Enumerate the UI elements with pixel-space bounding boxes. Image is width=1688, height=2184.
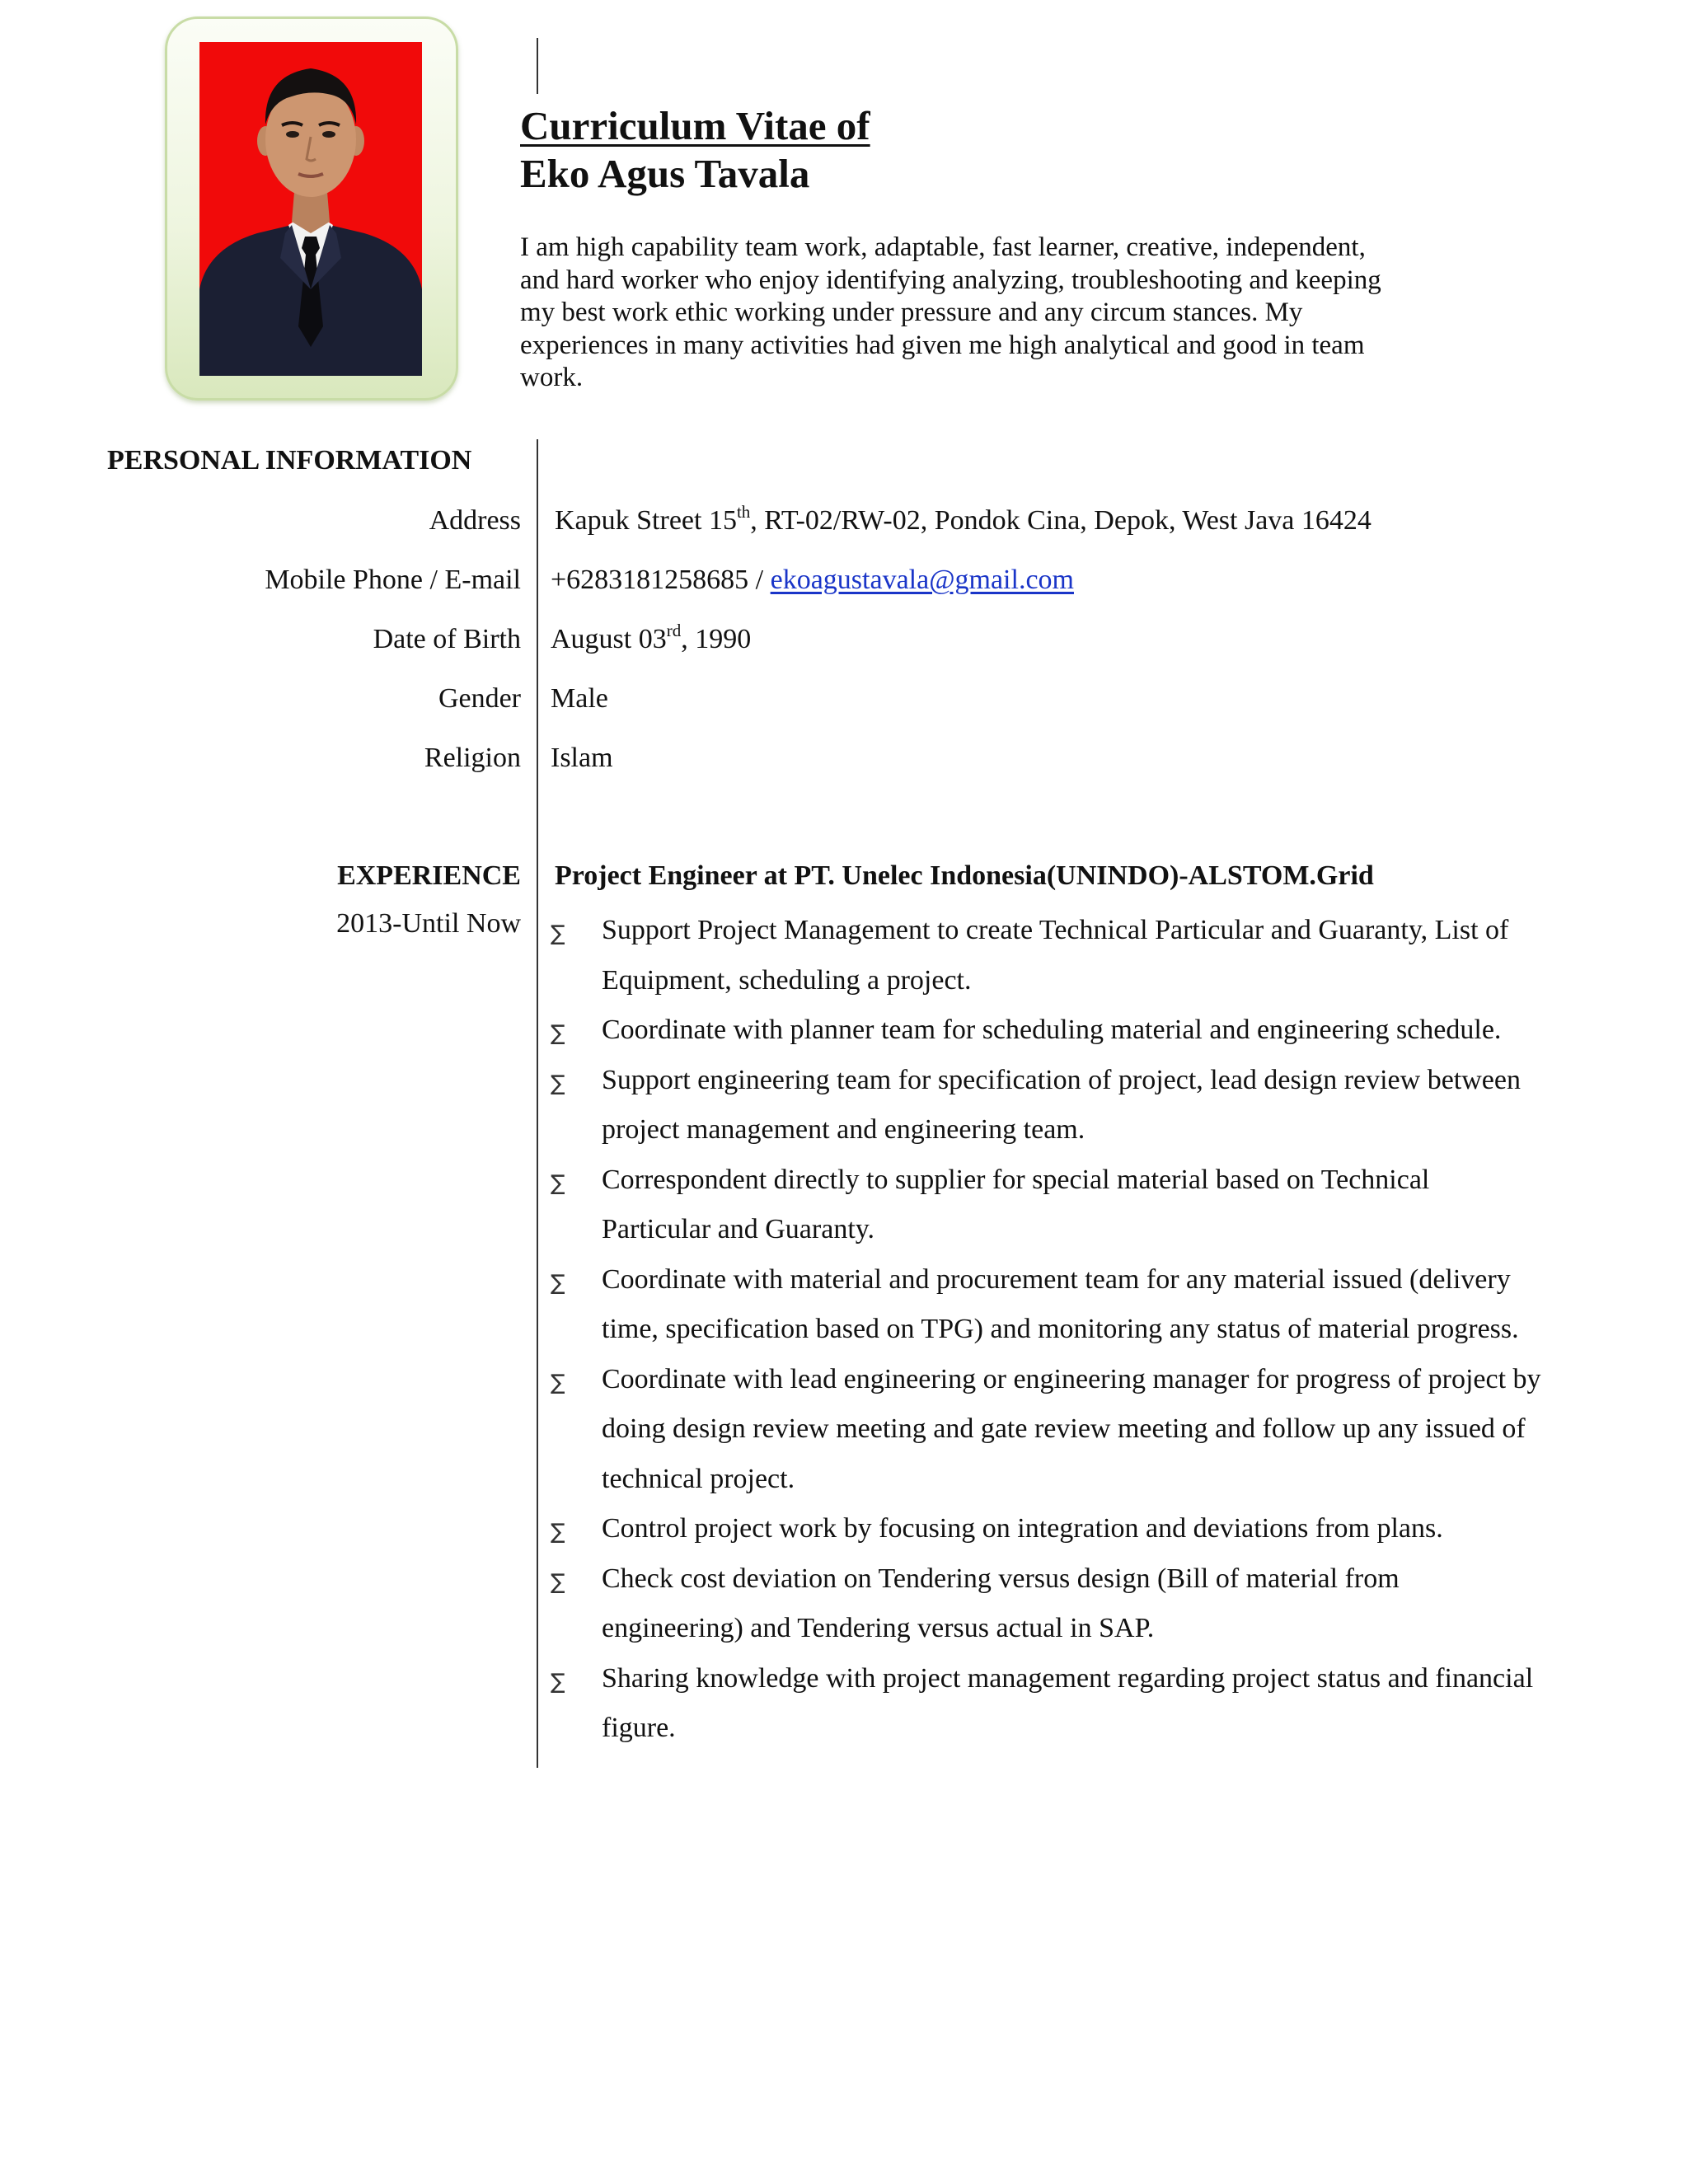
duty-item bbox=[551, 1654, 1573, 1754]
contact-value bbox=[551, 562, 1074, 598]
experience-heading: EXPERIENCE bbox=[337, 860, 521, 891]
duty-text-line: project management and engineering team. bbox=[602, 1114, 1085, 1145]
personal-info-heading: PERSONAL INFORMATION bbox=[107, 445, 472, 476]
address-label: Address bbox=[429, 505, 521, 536]
address-value bbox=[555, 503, 1372, 539]
religion-value: Islam bbox=[551, 743, 613, 773]
summary-line: and hard worker who enjoy identifying analyzing, troubleshooting and keeping bbox=[520, 265, 1381, 295]
sigma-bullet-icon: ∑ bbox=[551, 1071, 565, 1096]
sigma-bullet-icon: ∑ bbox=[551, 1170, 565, 1196]
duty-text-line: doing design review meeting and gate review meeting and follow up any issued of bbox=[602, 1413, 1526, 1444]
portrait-photo bbox=[199, 42, 422, 376]
cv-title: Curriculum Vitae of bbox=[520, 103, 870, 148]
duty-text-line: Support engineering team for specification of project, lead design review between bbox=[602, 1064, 1521, 1095]
phone-number: +6283181258685 / bbox=[551, 565, 771, 595]
dob-month-day: August 03 bbox=[551, 624, 667, 654]
duty-item bbox=[551, 1155, 1573, 1255]
sigma-bullet-icon: ∑ bbox=[551, 1270, 565, 1296]
duty-list bbox=[551, 906, 1573, 1754]
address-street: Kapuk Street 15 bbox=[555, 505, 737, 536]
sigma-bullet-icon: ∑ bbox=[551, 1520, 565, 1544]
duty-item bbox=[551, 1056, 1573, 1155]
sigma-bullet-icon: ∑ bbox=[551, 1021, 565, 1046]
sigma-bullet-icon: ∑ bbox=[551, 1569, 565, 1595]
job-period: 2013-Until Now bbox=[336, 908, 521, 939]
sigma-bullet-icon: ∑ bbox=[551, 921, 565, 946]
cv-name: Eko Agus Tavala bbox=[520, 151, 810, 196]
duty-text-line: Coordinate with material and procurement team for any material issued (delivery bbox=[602, 1263, 1511, 1295]
duty-text-line: Equipment, scheduling a project. bbox=[602, 964, 972, 996]
summary-paragraph bbox=[520, 232, 1451, 395]
duty-text-line: Check cost deviation on Tendering versus design (Bill of material from bbox=[602, 1563, 1400, 1594]
duty-item bbox=[551, 906, 1573, 1005]
summary-line: I am high capability team work, adaptable, fast learner, creative, independent, bbox=[520, 232, 1366, 262]
duty-item bbox=[551, 1554, 1573, 1654]
gender-label: Gender bbox=[438, 683, 521, 714]
dob-ordinal: rd bbox=[666, 621, 682, 640]
duty-text-line: Sharing knowledge with project management regarding project status and financial bbox=[602, 1662, 1534, 1694]
dob-value bbox=[551, 621, 751, 658]
duty-item bbox=[551, 1005, 1573, 1056]
email-link[interactable]: ekoagustavala@gmail.com bbox=[770, 565, 1074, 595]
religion-label: Religion bbox=[424, 743, 521, 773]
duty-text-line: technical project. bbox=[602, 1463, 795, 1494]
summary-line: experiences in many activities had given me high analytical and good in team bbox=[520, 330, 1365, 360]
duty-text-line: time, specification based on TPG) and monitoring any status of material progress. bbox=[602, 1314, 1519, 1344]
dob-label: Date of Birth bbox=[373, 624, 521, 654]
address-rest: , RT-02/RW-02, Pondok Cina, Depok, West Java 16424 bbox=[750, 505, 1372, 536]
duty-text-line: Particular and Guaranty. bbox=[602, 1214, 875, 1244]
portrait-illustration bbox=[199, 42, 422, 376]
sigma-bullet-icon: ∑ bbox=[551, 1370, 565, 1395]
duty-text-line: engineering) and Tendering versus actual in SAP. bbox=[602, 1613, 1155, 1643]
duty-text-line: Coordinate with planner team for scheduling material and engineering schedule. bbox=[602, 1015, 1502, 1045]
dob-year: , 1990 bbox=[681, 624, 752, 654]
header-divider bbox=[537, 38, 538, 94]
duty-item bbox=[551, 1255, 1573, 1355]
contact-label: Mobile Phone / E-mail bbox=[265, 565, 521, 595]
summary-line: my best work ethic working under pressure and any circum stances. My bbox=[520, 298, 1303, 327]
duty-text-line: figure. bbox=[602, 1713, 676, 1743]
address-ordinal: th bbox=[736, 502, 751, 522]
duty-text-line: Coordinate with lead engineering or engineering manager for progress of project by bbox=[602, 1363, 1541, 1394]
sigma-bullet-icon: ∑ bbox=[551, 1669, 565, 1694]
summary-line: work. bbox=[520, 363, 584, 392]
main-divider bbox=[537, 439, 538, 1768]
gender-value: Male bbox=[551, 683, 608, 714]
duty-text-line: Correspondent directly to supplier for special material based on Technical bbox=[602, 1164, 1430, 1195]
duty-item bbox=[551, 1504, 1573, 1554]
duty-text-line: Control project work by focusing on integration and deviations from plans. bbox=[602, 1513, 1443, 1544]
duty-item bbox=[551, 1355, 1573, 1505]
duty-text-line: Support Project Management to create Technical Particular and Guaranty, List of bbox=[602, 915, 1509, 945]
job-title: Project Engineer at PT. Unelec Indonesia(UNINDO)-ALSTOM.Grid bbox=[555, 860, 1374, 891]
